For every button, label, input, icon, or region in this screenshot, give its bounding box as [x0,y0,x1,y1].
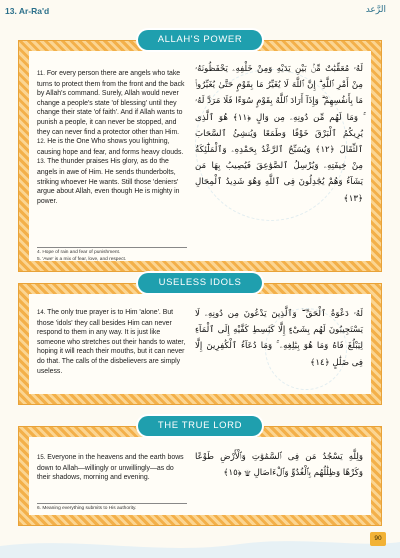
section-useless-idols [18,283,382,405]
section-panel [29,294,371,394]
english-translation [37,69,187,206]
footnote: 5. 'Awe' is a mix of fear, love, and respect. [37,256,127,262]
section-panel [29,51,371,261]
verse-number: 13. [37,159,46,166]
running-header [0,0,400,26]
footnote: 4. Hope of rain and fear of punishment. [37,250,121,255]
arabic-text: لَهُۥ دَعْوَةُ ٱلْحَقِّ ۖ وَٱلَّذِينَ يَدْعُونَ مِن دُونِهِۦ لَا يَسْتَجِيبُونَ لَهُم بِشَىْءٍ إِلَّا كَبَٰسِطِ كَفَّيْهِ إِلَى ٱلْمَآءِ لِيَبْلُغَ فَاهُ وَمَا هُوَ بِبَٰلِغِهِۦ ۚ وَمَا دُعَآءُ ٱلْكَٰفِرِينَ إِلَّا فِى ضَلَٰلٍ ﴿١٤﴾ [195,309,363,368]
footnote: 6. Meaning everything submits to His authority. [37,506,137,511]
verse-number: 14. [37,310,46,316]
section-title-the-true-lord: THE TRUE LORD [138,416,262,436]
verse-number: 11. [37,71,45,77]
section-allahs-power [18,40,382,272]
page-number: 90 [370,532,386,546]
section-panel [29,437,371,515]
verse-number: 15. [37,455,46,461]
english-translation [37,453,187,483]
arabic-text: وَلِلَّهِ يَسْجُدُ مَن فِى ٱلسَّمَٰوَٰتِ وَٱلْأَرْضِ طَوْعًا وَكَرْهًا وَظِلَٰلُهُم بِٱلْغُدُوِّ وَٱلْءَاصَالِ ۩ ﴿١٥﴾ [195,452,363,479]
section-the-true-lord [18,426,382,526]
verse-text: The only true prayer is to Him 'alone'. But those 'idols' they call besides Him can never respond to them in any way. It is just like someone who stretches out their hands to water, hoping it will reach their mouths, but it can never do that. The calls of the disbelievers are simply useless. [37,309,186,375]
section-title-allahs-power: ALLAH'S POWER [138,30,262,50]
english-translation [37,308,187,376]
footnotes [37,247,187,263]
arabic-text: لَهُۥ مُعَقِّبَٰتٌ مِّنۢ بَيْنِ يَدَيْهِ وَمِنْ خَلْفِهِۦ يَحْفَظُونَهُۥ مِنْ أَمْرِ ٱللَّهِ ۗ إِنَّ ٱللَّهَ لَا يُغَيِّرُ مَا بِقَوْمٍ حَتَّىٰ يُغَيِّرُوا۟ مَا بِأَنفُسِهِمْ ۗ وَإِذَآ أَرَادَ ٱللَّهُ بِقَوْمٍ سُوٓءًا فَلَا مَرَدَّ لَهُۥ ۚ وَمَا لَهُم مِّن دُونِهِۦ مِن وَالٍ ﴿١١﴾ هُوَ ٱلَّذِى يُرِيكُمُ ٱلْبَرْقَ خَوْفًا وَطَمَعًا وَيُنشِئُ ٱلسَّحَابَ ٱلثِّقَالَ ﴿١٢﴾ وَيُسَبِّحُ ٱلرَّعْدُ بِحَمْدِهِۦ وَٱلْمَلَٰٓئِكَةُ مِنْ خِيفَتِهِۦ وَيُرْسِلُ ٱلصَّوَٰعِقَ فَيُصِيبُ بِهَا مَن يَشَآءُ وَهُمْ يُجَٰدِلُونَ فِى ٱللَّهِ وَهُوَ شَدِيدُ ٱلْمِحَالِ ﴿١٣﴾ [195,64,363,204]
verse-text: Everyone in the heavens and the earth bows down to Allah—willingly or unwillingly—as do their shadows, morning and evening. [37,454,184,482]
verse-text: He is the One Who shows you lightning, causing hope and fear, and forms heavy clouds. [37,138,184,156]
section-title-useless-idols: USELESS IDOLS [138,273,262,293]
footnotes [37,503,187,513]
verse-text: For every person there are angels who take turns to protect them from the front and the back by Allah's command. Surely, Allah would never change a people's state 'of blessing' until they change their state 'of faith'. And if Allah wants to punish a people, it can never be stopped, and they can never find a protector other than Him. [37,70,185,136]
verse-text: The thunder praises His glory, as do the angels in awe of Him. He sends thunderbolts, striking whoever He wants. Still those 'deniers' argue about Allah, even though He is mighty in power. [37,158,180,205]
verse-number: 12. [37,139,46,146]
bottom-wave-ornament [0,528,400,558]
surah-title-english: 13. Ar-Ra'd [5,6,50,16]
surah-title-arabic: الرَّعد [365,5,386,15]
